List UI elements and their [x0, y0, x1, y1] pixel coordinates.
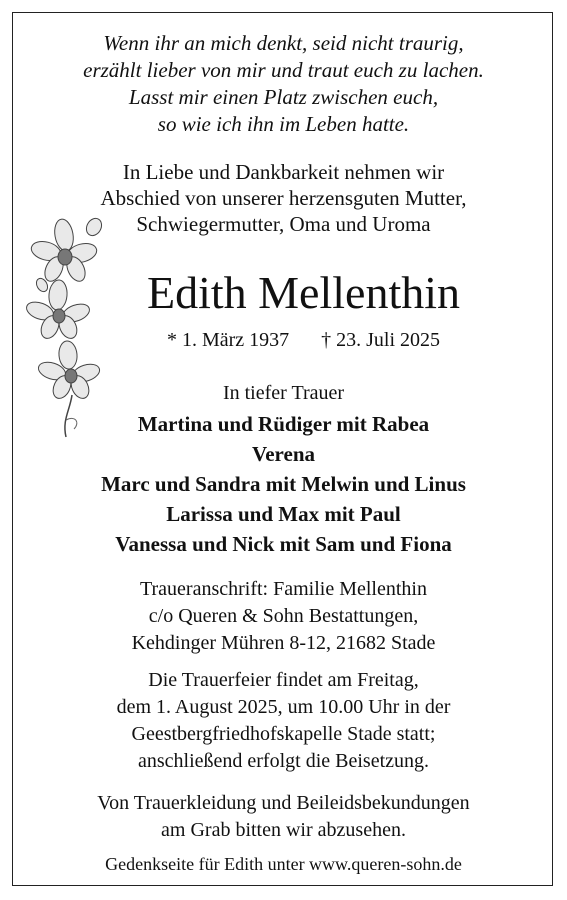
mourner-line: Martina und Rüdiger mit Rabea: [137, 412, 430, 436]
address-line: Kehdinger Mühren 8-12, 21682 Stade: [131, 632, 436, 654]
mourner-line: Vanessa und Nick mit Sam und Fiona: [115, 532, 452, 556]
mourning-address: [0, 576, 567, 657]
address-line: c/o Queren & Sohn Bestattungen,: [148, 605, 419, 627]
mourner-line: Larissa und Max mit Paul: [166, 502, 401, 526]
mourner-line: Verena: [252, 442, 315, 466]
intro-line: Abschied von unserer herzensguten Mutter,: [100, 186, 467, 210]
request-line: am Grab bitten wir abzusehen.: [161, 819, 406, 841]
poem: [0, 30, 567, 138]
intro-line: Schwiegermutter, Oma und Uroma: [136, 212, 431, 236]
poem-line: Lasst mir einen Platz zwischen euch,: [128, 85, 439, 109]
ceremony-line: Die Trauerfeier findet am Freitag,: [148, 669, 419, 691]
death-date: † 23. Juli 2025: [321, 329, 441, 351]
poem-line: so wie ich ihn im Leben hatte.: [157, 112, 410, 136]
condolence-request: [0, 790, 567, 844]
ceremony-line: dem 1. August 2025, um 10.00 Uhr in der: [116, 696, 451, 718]
memorial-website: Gedenkseite für Edith unter www.queren-sohn.de: [105, 854, 462, 874]
life-dates: [0, 327, 567, 353]
poem-line: Wenn ihr an mich denkt, seid nicht traurig,: [103, 31, 464, 55]
request-line: Von Trauerkleidung und Beileidsbekundungen: [97, 792, 470, 814]
ceremony-line: anschließend erfolgt die Beisetzung.: [137, 750, 429, 772]
mourner-line: Marc und Sandra mit Melwin und Linus: [101, 472, 466, 496]
mourners-list: [0, 409, 567, 559]
mourning-label: In tiefer Trauer: [222, 382, 345, 404]
birth-date: * 1. März 1937: [166, 329, 290, 351]
address-line: Traueranschrift: Familie Mellenthin: [140, 578, 427, 600]
intro-line: In Liebe und Dankbarkeit nehmen wir: [122, 160, 445, 184]
poem-line: erzählt lieber von mir und traut euch zu lachen.: [83, 58, 484, 82]
deceased-name: Edith Mellenthin: [146, 267, 460, 318]
ceremony-line: Geestbergfriedhofskapelle Stade statt;: [131, 723, 436, 745]
ceremony-info: [0, 667, 567, 775]
